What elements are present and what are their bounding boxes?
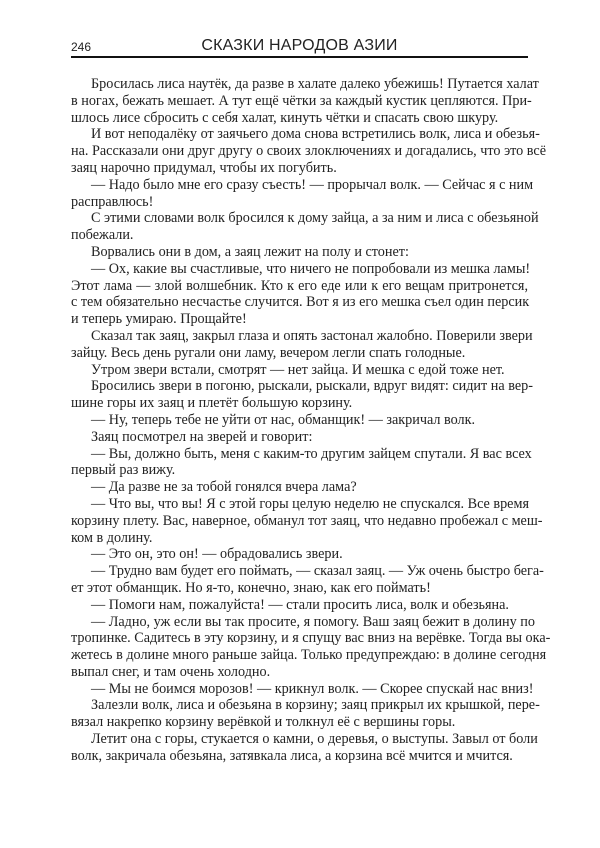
text-line: ком в долину. (71, 529, 153, 546)
text-line: — Ох, какие вы счастливые, что ничего не попробовали из мешка ламы! (91, 260, 531, 277)
text-line: — Ладно, уж если вы так просите, я помогу. Ваш заяц бежит в долину по (91, 613, 535, 630)
text-line: побежали. (71, 227, 134, 244)
paragraph (71, 210, 539, 244)
text-line: на. Рассказали они друг другу о своих злоключениях и догадались, что это всё (71, 143, 547, 160)
text-line: — Что вы, что вы! Я с этой горы целую неделю не спускался. Все время (91, 495, 529, 512)
page-number: 246 (71, 40, 92, 54)
paragraph (71, 731, 538, 765)
paragraph (71, 260, 531, 328)
paragraph (71, 563, 544, 597)
text-line: расправлюсь! (71, 193, 154, 210)
text-line: в ногах, бежать мешает. А тут ещё чётки за каждый кустик цепляются. При- (71, 92, 532, 109)
text-line: выпал снег, и там очень холодно. (71, 663, 271, 680)
paragraph (71, 378, 533, 412)
text-line: ет этот обманщик. Но я-то, конечно, знаю, как его поймать! (71, 579, 431, 596)
text-line: Ворвались они в дом, а заяц лежит на полу и стонет: (91, 243, 409, 260)
text-line: — Это он, это он! — обрадовались звери. (91, 546, 343, 563)
text-line: и теперь умираю. Прощайте! (71, 311, 247, 328)
paragraph (71, 362, 528, 379)
paragraph (71, 76, 539, 126)
text-line: — Помоги нам, пожалуйста! — стали просить лиса, волк и обезьяна. (91, 596, 509, 613)
text-line: зайцу. Весь день ругали они ламу, вечером легли спать голодные. (71, 344, 466, 361)
text-line: Утром звери встали, смотрят — нет зайца. И мешка с едой тоже нет. (91, 361, 505, 378)
text-line: — Да разве не за тобой гонялся вчера лама? (91, 479, 357, 496)
paragraph (71, 126, 547, 176)
text-line: заяц нарочно придумал, чтобы их погубить. (71, 159, 337, 176)
text-line: Этот лама — злой волшебник. Кто к его еде или к его вещам притронется, (71, 277, 528, 294)
paragraph (71, 412, 528, 429)
text-line: вязал накрепко корзину верёвкой и толкнул её с вершины горы. (71, 714, 456, 731)
paragraph (71, 495, 543, 546)
paragraph (71, 680, 534, 698)
text-line: И вот неподалёку от заячьего дома снова встретились волк, лиса и обезья- (91, 126, 540, 143)
text-line: шине горы их заяц и плетёт большую корзину. (71, 395, 353, 412)
text-line: волк, закричала обезьяна, затявкала лиса, а корзина всё мчится и мчится. (71, 747, 513, 764)
text-line: Заяц посмотрел на зверей и говорит: (91, 428, 313, 445)
text-line: — Трудно вам будет его поймать, — сказал заяц. — Уж очень быстро бега- (91, 563, 544, 580)
paragraph (71, 327, 533, 362)
text-line: — Вы, должно быть, меня с каким-то другим зайцем спутали. Я вас всех (91, 445, 532, 462)
text-line: Летит она с горы, стукается о камни, о деревья, о выступы. Завыл от боли (91, 731, 538, 748)
text-line: Сказал так заяц, закрыл глаза и опять застонал жалобно. Поверили звери (91, 327, 533, 344)
text-line: с тем обязательно несчастье случится. Вот я из его мешка съел один персик (71, 294, 530, 311)
text-line: жетесь в долине много раньше зайца. Только предупреждаю: в долине сегодня (71, 647, 547, 664)
body-text (71, 76, 551, 765)
text-line: шлось лисе сбросить с себя халат, кинуть чётки и спасать свою шкуру. (71, 109, 499, 126)
paragraph (71, 244, 528, 261)
text-line: корзину плету. Вас, наверное, обманул тот заяц, что недавно пробежал с меш- (71, 512, 543, 529)
text-line: — Ну, теперь тебе не уйти от нас, обманщик! — закричал волк. (91, 411, 476, 428)
paragraph (71, 445, 532, 480)
text-line: Бросилась лиса наутёк, да разве в халате далеко убежишь! Путается халат (91, 76, 539, 92)
running-header (71, 34, 528, 58)
paragraph (71, 546, 528, 563)
text-line: — Надо было мне его сразу съесть! — прорычал волк. — Сейчас я с ним (91, 176, 534, 193)
paragraph (71, 176, 534, 211)
text-line: С этими словами волк бросился к дому зайца, а за ним и лиса с обезьяной (91, 210, 539, 227)
paragraph (71, 697, 540, 731)
text-line: первый раз вижу. (71, 462, 176, 479)
text-line: — Мы не боимся морозов! — крикнул волк. — Скорее спускай нас вниз! (91, 680, 534, 697)
paragraph (71, 479, 528, 496)
running-title: СКАЗКИ НАРОДОВ АЗИИ (201, 37, 398, 54)
text-line: Залезли волк, лиса и обезьяна в корзину; заяц прикрыл их крышкой, пере- (91, 697, 540, 714)
paragraph (71, 597, 528, 614)
paragraph (71, 613, 551, 681)
text-line: Бросились звери в погоню, рыскали, рыскали, вдруг видят: сидит на вер- (91, 378, 533, 395)
text-line: тропинке. Садитесь в эту корзину, и я спущу вас вниз на верёвке. Тогда вы ока- (71, 630, 551, 647)
paragraph (71, 429, 528, 446)
